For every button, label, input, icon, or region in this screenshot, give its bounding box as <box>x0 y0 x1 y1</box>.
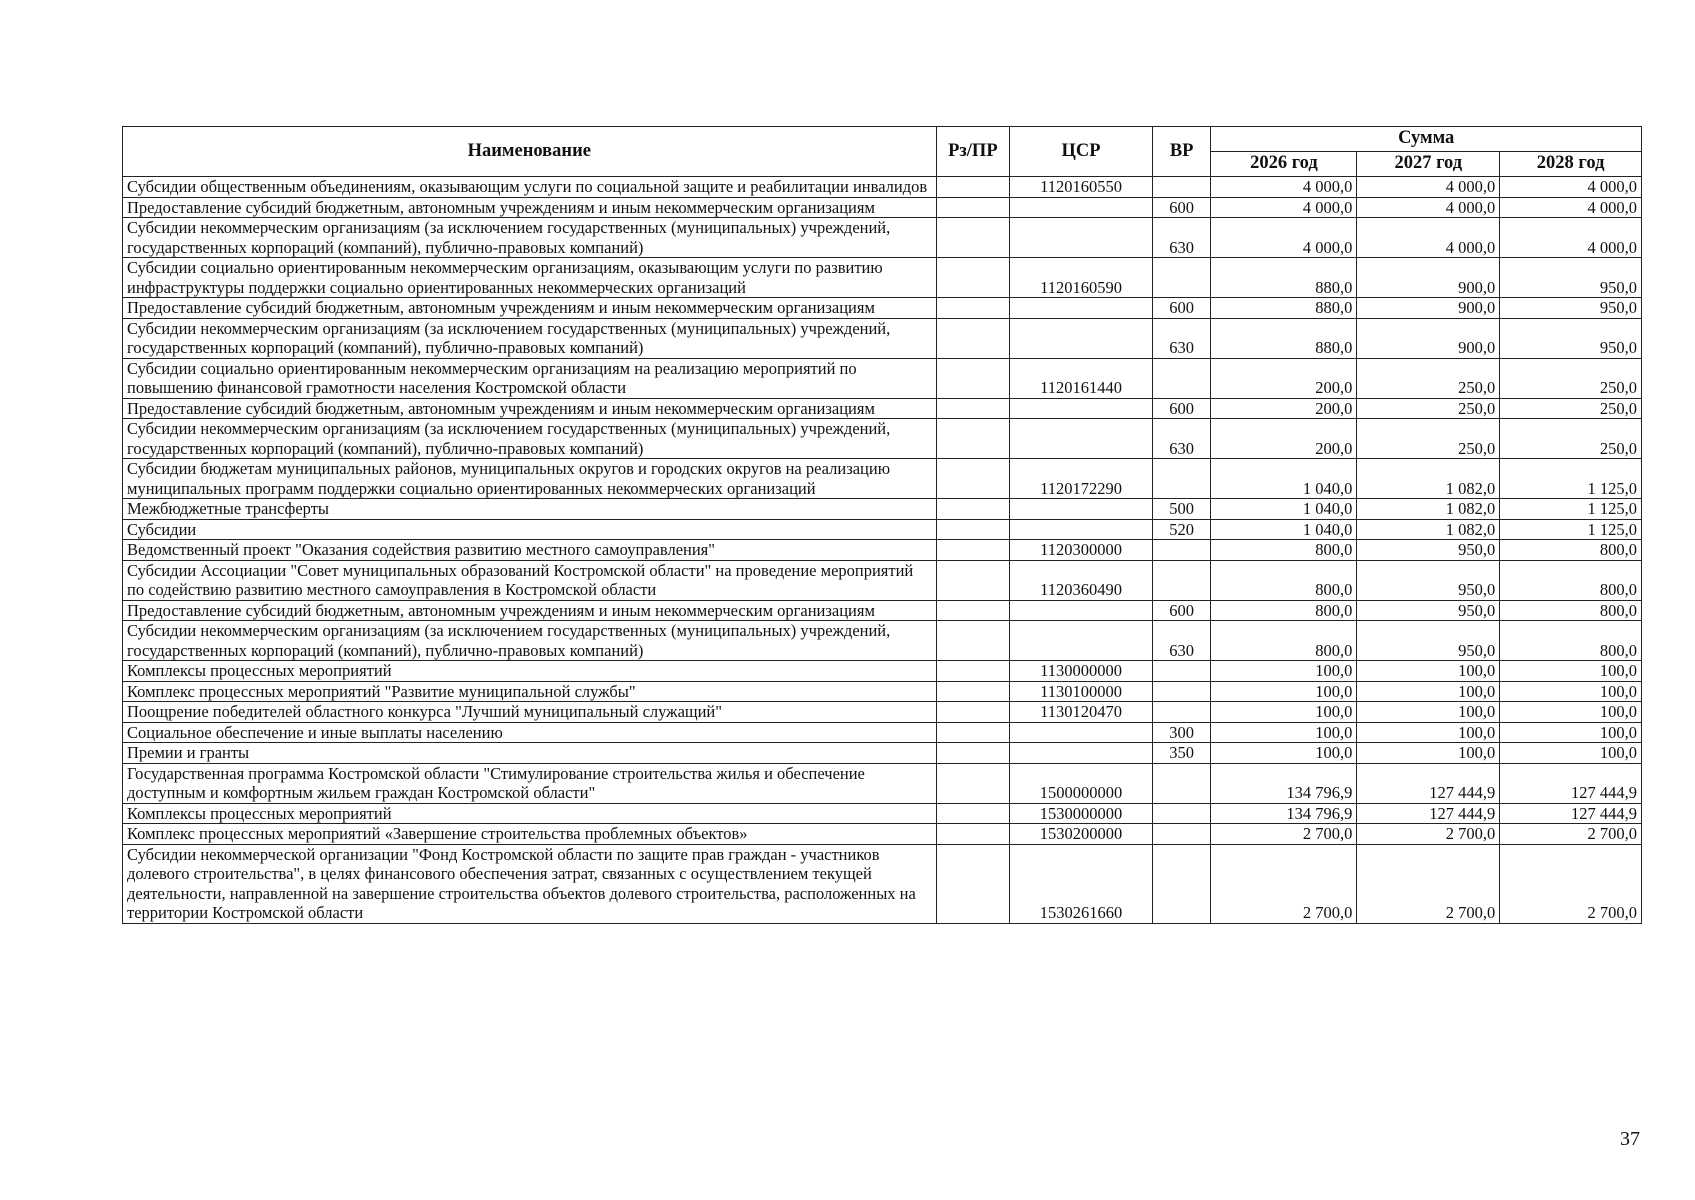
row-name: Субсидии некоммерческим организациям (за исключением государственных (муниципальных) учреждений, государственных корпораций (компаний), публично-правовых компаний) <box>123 218 937 258</box>
table-row <box>123 661 1642 682</box>
table-row <box>123 824 1642 845</box>
row-amount-2027: 950,0 <box>1357 600 1500 621</box>
row-amount-2028: 4 000,0 <box>1500 177 1642 198</box>
row-amount-2028: 800,0 <box>1500 540 1642 561</box>
row-name: Субсидии некоммерческим организациям (за исключением государственных (муниципальных) учреждений, государственных корпораций (компаний), публично-правовых компаний) <box>123 621 937 661</box>
row-amount-2027: 900,0 <box>1357 318 1500 358</box>
table-row <box>123 743 1642 764</box>
row-amount-2026: 1 040,0 <box>1211 459 1357 499</box>
row-name: Премии и гранты <box>123 743 937 764</box>
row-vr: 630 <box>1152 419 1210 459</box>
row-amount-2028: 127 444,9 <box>1500 803 1642 824</box>
row-vr: 630 <box>1152 621 1210 661</box>
row-amount-2026: 200,0 <box>1211 398 1357 419</box>
row-amount-2027: 4 000,0 <box>1357 218 1500 258</box>
row-vr <box>1152 844 1210 923</box>
header-name: Наименование <box>123 127 937 177</box>
row-csr: 1530200000 <box>1010 824 1153 845</box>
row-csr <box>1010 499 1153 520</box>
row-rzpr <box>936 743 1010 764</box>
row-rzpr <box>936 318 1010 358</box>
row-name: Предоставление субсидий бюджетным, автономным учреждениям и иным некоммерческим организациям <box>123 197 937 218</box>
row-name: Ведомственный проект "Оказания содействия развитию местного самоуправления" <box>123 540 937 561</box>
row-rzpr <box>936 600 1010 621</box>
table-row <box>123 560 1642 600</box>
row-rzpr <box>936 197 1010 218</box>
table-row <box>123 258 1642 298</box>
row-amount-2026: 880,0 <box>1211 258 1357 298</box>
row-name: Комплексы процессных мероприятий <box>123 661 937 682</box>
header-year-2028: 2028 год <box>1500 152 1642 177</box>
row-rzpr <box>936 358 1010 398</box>
row-csr <box>1010 419 1153 459</box>
row-amount-2027: 2 700,0 <box>1357 824 1500 845</box>
row-amount-2026: 800,0 <box>1211 540 1357 561</box>
row-vr: 500 <box>1152 499 1210 520</box>
row-name: Субсидии <box>123 519 937 540</box>
row-name: Субсидии бюджетам муниципальных районов, муниципальных округов и городских округов на реализацию муниципальных программ поддержки социально ориентированных некоммерческих организаций <box>123 459 937 499</box>
row-amount-2028: 800,0 <box>1500 600 1642 621</box>
table-row <box>123 763 1642 803</box>
row-amount-2027: 900,0 <box>1357 258 1500 298</box>
table-row <box>123 218 1642 258</box>
header-csr: ЦСР <box>1010 127 1153 177</box>
row-rzpr <box>936 722 1010 743</box>
row-vr <box>1152 177 1210 198</box>
row-amount-2028: 250,0 <box>1500 358 1642 398</box>
row-amount-2028: 950,0 <box>1500 298 1642 319</box>
row-csr: 1120160590 <box>1010 258 1153 298</box>
header-year-2026: 2026 год <box>1211 152 1357 177</box>
row-amount-2026: 2 700,0 <box>1211 844 1357 923</box>
row-name: Субсидии общественным объединениям, оказывающим услуги по социальной защите и реабилитации инвалидов <box>123 177 937 198</box>
row-vr <box>1152 702 1210 723</box>
row-amount-2026: 200,0 <box>1211 419 1357 459</box>
row-name: Предоставление субсидий бюджетным, автономным учреждениям и иным некоммерческим организациям <box>123 298 937 319</box>
row-name: Субсидии некоммерческим организациям (за исключением государственных (муниципальных) учреждений, государственных корпораций (компаний), публично-правовых компаний) <box>123 419 937 459</box>
row-name: Субсидии некоммерческой организации "Фонд Костромской области по защите прав граждан - участников долевого строительства", в целях финансового обеспечения затрат, связанных с осуществлением текущей деятельности, направленной на завершение строительства объектов долевого строительства, расположенных на территории Костромской области <box>123 844 937 923</box>
row-name: Предоставление субсидий бюджетным, автономным учреждениям и иным некоммерческим организациям <box>123 398 937 419</box>
row-csr <box>1010 318 1153 358</box>
row-rzpr <box>936 844 1010 923</box>
row-vr: 520 <box>1152 519 1210 540</box>
row-name: Государственная программа Костромской области "Стимулирование строительства жилья и обеспечение доступным и комфортным жильем граждан Костромской области" <box>123 763 937 803</box>
row-csr: 1120161440 <box>1010 358 1153 398</box>
row-amount-2028: 800,0 <box>1500 621 1642 661</box>
row-amount-2028: 250,0 <box>1500 398 1642 419</box>
table-row <box>123 722 1642 743</box>
row-vr <box>1152 358 1210 398</box>
row-rzpr <box>936 824 1010 845</box>
row-csr: 1120360490 <box>1010 560 1153 600</box>
row-csr <box>1010 743 1153 764</box>
table-row <box>123 358 1642 398</box>
row-rzpr <box>936 218 1010 258</box>
row-vr: 600 <box>1152 298 1210 319</box>
budget-table <box>122 126 1642 924</box>
table-row <box>123 600 1642 621</box>
row-csr: 1130100000 <box>1010 681 1153 702</box>
header-row-1 <box>123 127 1642 152</box>
row-name: Субсидии Ассоциации "Совет муниципальных образований Костромской области" на проведение мероприятий по содействию развитию местного самоуправления в Костромской области <box>123 560 937 600</box>
row-amount-2028: 1 125,0 <box>1500 459 1642 499</box>
budget-sheet <box>122 126 1642 924</box>
row-amount-2028: 4 000,0 <box>1500 197 1642 218</box>
row-amount-2026: 800,0 <box>1211 600 1357 621</box>
row-name: Поощрение победителей областного конкурса "Лучший муниципальный служащий" <box>123 702 937 723</box>
row-amount-2027: 100,0 <box>1357 661 1500 682</box>
row-name: Комплекс процессных мероприятий «Завершение строительства проблемных объектов» <box>123 824 937 845</box>
header-sum: Сумма <box>1211 127 1642 152</box>
row-rzpr <box>936 298 1010 319</box>
row-vr <box>1152 763 1210 803</box>
table-row <box>123 681 1642 702</box>
row-rzpr <box>936 560 1010 600</box>
row-amount-2027: 250,0 <box>1357 358 1500 398</box>
row-csr: 1130000000 <box>1010 661 1153 682</box>
row-amount-2027: 250,0 <box>1357 398 1500 419</box>
row-csr: 1120160550 <box>1010 177 1153 198</box>
row-amount-2028: 1 125,0 <box>1500 499 1642 520</box>
row-csr <box>1010 621 1153 661</box>
row-amount-2026: 4 000,0 <box>1211 177 1357 198</box>
row-csr <box>1010 600 1153 621</box>
row-amount-2028: 1 125,0 <box>1500 519 1642 540</box>
row-vr <box>1152 540 1210 561</box>
row-rzpr <box>936 763 1010 803</box>
row-amount-2028: 100,0 <box>1500 702 1642 723</box>
row-csr: 1130120470 <box>1010 702 1153 723</box>
row-vr <box>1152 459 1210 499</box>
row-rzpr <box>936 459 1010 499</box>
row-amount-2028: 100,0 <box>1500 661 1642 682</box>
row-rzpr <box>936 621 1010 661</box>
row-amount-2026: 1 040,0 <box>1211 499 1357 520</box>
row-rzpr <box>936 540 1010 561</box>
row-amount-2026: 880,0 <box>1211 318 1357 358</box>
row-csr <box>1010 298 1153 319</box>
row-vr <box>1152 258 1210 298</box>
row-amount-2027: 950,0 <box>1357 540 1500 561</box>
row-name: Субсидии социально ориентированным некоммерческим организациям на реализацию мероприятий по повышению финансовой грамотности населения Костромской области <box>123 358 937 398</box>
row-amount-2026: 880,0 <box>1211 298 1357 319</box>
budget-table-body <box>123 177 1642 924</box>
row-rzpr <box>936 702 1010 723</box>
row-rzpr <box>936 681 1010 702</box>
table-row <box>123 844 1642 923</box>
table-row <box>123 177 1642 198</box>
row-name: Предоставление субсидий бюджетным, автономным учреждениям и иным некоммерческим организациям <box>123 600 937 621</box>
header-vr: ВР <box>1152 127 1210 177</box>
row-csr <box>1010 398 1153 419</box>
row-amount-2028: 950,0 <box>1500 318 1642 358</box>
row-csr <box>1010 519 1153 540</box>
row-csr: 1120172290 <box>1010 459 1153 499</box>
row-csr <box>1010 722 1153 743</box>
table-row <box>123 499 1642 520</box>
row-amount-2028: 100,0 <box>1500 722 1642 743</box>
row-amount-2026: 2 700,0 <box>1211 824 1357 845</box>
row-vr: 600 <box>1152 600 1210 621</box>
row-rzpr <box>936 398 1010 419</box>
row-amount-2027: 127 444,9 <box>1357 803 1500 824</box>
row-vr <box>1152 661 1210 682</box>
page-number: 37 <box>1620 1128 1640 1150</box>
header-rzpr: Рз/ПР <box>936 127 1010 177</box>
table-row <box>123 318 1642 358</box>
row-amount-2027: 4 000,0 <box>1357 177 1500 198</box>
row-name: Субсидии социально ориентированным некоммерческим организациям, оказывающим услуги по развитию инфраструктуры поддержки социально ориентированных некоммерческих организаций <box>123 258 937 298</box>
row-vr <box>1152 824 1210 845</box>
row-amount-2027: 1 082,0 <box>1357 459 1500 499</box>
row-amount-2026: 4 000,0 <box>1211 197 1357 218</box>
row-name: Субсидии некоммерческим организациям (за исключением государственных (муниципальных) учреждений, государственных корпораций (компаний), публично-правовых компаний) <box>123 318 937 358</box>
row-amount-2026: 800,0 <box>1211 560 1357 600</box>
table-row <box>123 398 1642 419</box>
row-amount-2027: 100,0 <box>1357 702 1500 723</box>
row-csr: 1530261660 <box>1010 844 1153 923</box>
row-rzpr <box>936 258 1010 298</box>
row-csr: 1120300000 <box>1010 540 1153 561</box>
row-amount-2026: 134 796,9 <box>1211 803 1357 824</box>
row-vr <box>1152 803 1210 824</box>
row-amount-2027: 100,0 <box>1357 681 1500 702</box>
table-row <box>123 298 1642 319</box>
row-amount-2026: 100,0 <box>1211 661 1357 682</box>
row-amount-2027: 100,0 <box>1357 743 1500 764</box>
table-row <box>123 702 1642 723</box>
row-amount-2026: 100,0 <box>1211 702 1357 723</box>
row-amount-2027: 127 444,9 <box>1357 763 1500 803</box>
row-csr <box>1010 197 1153 218</box>
row-name: Межбюджетные трансферты <box>123 499 937 520</box>
row-amount-2028: 950,0 <box>1500 258 1642 298</box>
row-rzpr <box>936 177 1010 198</box>
row-csr <box>1010 218 1153 258</box>
row-amount-2026: 100,0 <box>1211 743 1357 764</box>
row-vr: 600 <box>1152 197 1210 218</box>
row-name: Социальное обеспечение и иные выплаты населению <box>123 722 937 743</box>
row-rzpr <box>936 419 1010 459</box>
row-amount-2026: 134 796,9 <box>1211 763 1357 803</box>
row-amount-2028: 800,0 <box>1500 560 1642 600</box>
row-amount-2027: 950,0 <box>1357 621 1500 661</box>
row-amount-2027: 4 000,0 <box>1357 197 1500 218</box>
row-amount-2027: 1 082,0 <box>1357 499 1500 520</box>
row-csr: 1500000000 <box>1010 763 1153 803</box>
row-vr: 600 <box>1152 398 1210 419</box>
table-row <box>123 197 1642 218</box>
row-amount-2026: 100,0 <box>1211 722 1357 743</box>
row-amount-2027: 1 082,0 <box>1357 519 1500 540</box>
row-amount-2028: 2 700,0 <box>1500 844 1642 923</box>
row-vr: 300 <box>1152 722 1210 743</box>
row-amount-2028: 100,0 <box>1500 681 1642 702</box>
table-row <box>123 621 1642 661</box>
row-amount-2026: 800,0 <box>1211 621 1357 661</box>
row-vr: 630 <box>1152 318 1210 358</box>
row-amount-2027: 900,0 <box>1357 298 1500 319</box>
row-amount-2027: 2 700,0 <box>1357 844 1500 923</box>
row-vr: 630 <box>1152 218 1210 258</box>
row-amount-2026: 200,0 <box>1211 358 1357 398</box>
row-rzpr <box>936 519 1010 540</box>
table-row <box>123 519 1642 540</box>
row-csr: 1530000000 <box>1010 803 1153 824</box>
row-rzpr <box>936 499 1010 520</box>
row-amount-2026: 100,0 <box>1211 681 1357 702</box>
row-amount-2028: 250,0 <box>1500 419 1642 459</box>
row-amount-2028: 4 000,0 <box>1500 218 1642 258</box>
row-rzpr <box>936 803 1010 824</box>
row-amount-2027: 950,0 <box>1357 560 1500 600</box>
row-vr <box>1152 681 1210 702</box>
row-name: Комплексы процессных мероприятий <box>123 803 937 824</box>
row-amount-2028: 127 444,9 <box>1500 763 1642 803</box>
row-amount-2028: 2 700,0 <box>1500 824 1642 845</box>
table-row <box>123 419 1642 459</box>
table-row <box>123 459 1642 499</box>
row-vr <box>1152 560 1210 600</box>
row-name: Комплекс процессных мероприятий "Развитие муниципальной службы" <box>123 681 937 702</box>
row-amount-2027: 100,0 <box>1357 722 1500 743</box>
row-vr: 350 <box>1152 743 1210 764</box>
table-row <box>123 803 1642 824</box>
row-amount-2026: 1 040,0 <box>1211 519 1357 540</box>
row-amount-2028: 100,0 <box>1500 743 1642 764</box>
row-rzpr <box>936 661 1010 682</box>
table-row <box>123 540 1642 561</box>
row-amount-2027: 250,0 <box>1357 419 1500 459</box>
row-amount-2026: 4 000,0 <box>1211 218 1357 258</box>
header-year-2027: 2027 год <box>1357 152 1500 177</box>
